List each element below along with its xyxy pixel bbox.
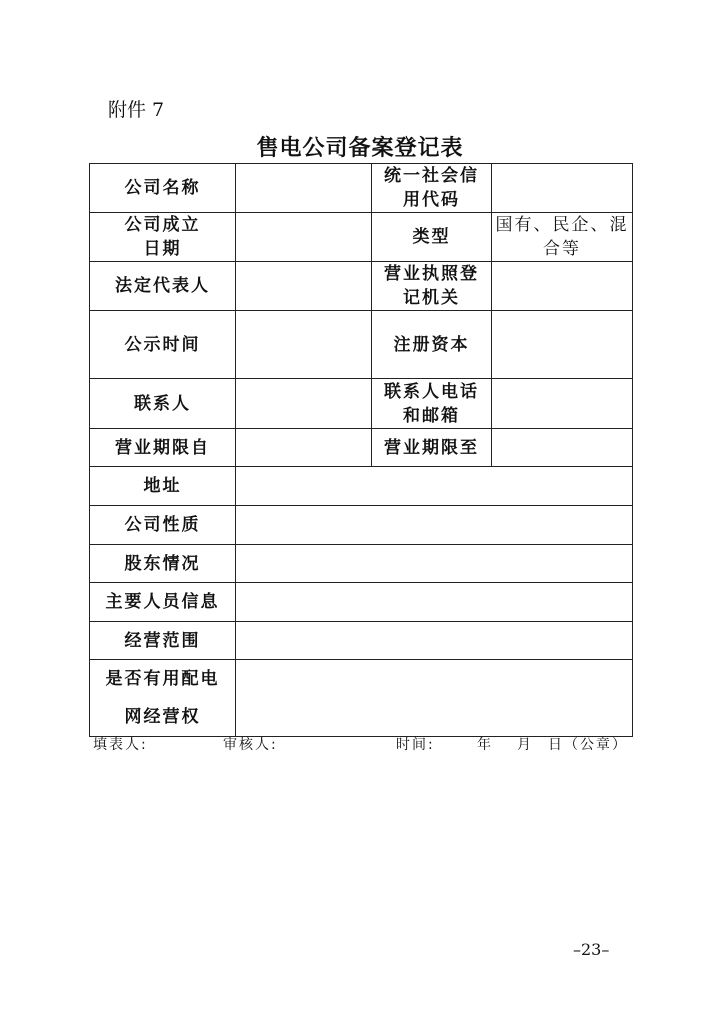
contact-phone-email-field[interactable]	[492, 379, 633, 429]
table-row	[90, 429, 633, 467]
type-field[interactable]: 国有、民企、混 合等	[492, 213, 633, 262]
shareholders-field[interactable]	[236, 545, 633, 583]
table-row	[90, 311, 633, 379]
credit-code-field[interactable]	[492, 164, 633, 213]
established-date-label: 公司成立 日期	[90, 213, 236, 262]
filler-label: 填表人:	[93, 737, 148, 753]
contact-person-field[interactable]	[236, 379, 372, 429]
type-label: 类型	[372, 213, 492, 262]
business-scope-label: 经营范围	[90, 622, 236, 660]
license-authority-label: 营业执照登 记机关	[372, 262, 492, 311]
business-scope-field[interactable]	[236, 622, 633, 660]
company-nature-field[interactable]	[236, 506, 633, 545]
table-row	[90, 467, 633, 506]
term-to-label: 营业期限至	[372, 429, 492, 467]
credit-code-label: 统一社会信 用代码	[372, 164, 492, 213]
month-label: 月	[517, 737, 533, 753]
grid-operation-right-label: 是否有用配电 网经营权	[90, 660, 236, 737]
key-personnel-label: 主要人员信息	[90, 583, 236, 622]
page-number: –23–	[573, 940, 610, 959]
contact-phone-email-label: 联系人电话 和邮箱	[372, 379, 492, 429]
term-from-field[interactable]	[236, 429, 372, 467]
table-row	[90, 262, 633, 311]
established-date-field[interactable]	[236, 213, 372, 262]
registered-capital-field[interactable]	[492, 311, 633, 379]
table-row	[90, 622, 633, 660]
signature-footer	[93, 734, 633, 754]
day-seal-label: 日（公章）	[548, 737, 628, 753]
company-nature-label: 公司性质	[90, 506, 236, 545]
company-name-label: 公司名称	[90, 164, 236, 213]
address-field[interactable]	[236, 467, 633, 506]
grid-operation-right-field[interactable]	[236, 660, 633, 737]
shareholders-label: 股东情况	[90, 545, 236, 583]
contact-person-label: 联系人	[90, 379, 236, 429]
table-row	[90, 545, 633, 583]
company-name-field[interactable]	[236, 164, 372, 213]
table-row	[90, 660, 633, 737]
term-from-label: 营业期限自	[90, 429, 236, 467]
attachment-label: 附件 7	[108, 99, 165, 121]
form-title: 售电公司备案登记表	[256, 135, 464, 161]
license-authority-field[interactable]	[492, 262, 633, 311]
publicity-time-field[interactable]	[236, 311, 372, 379]
table-row	[90, 506, 633, 545]
registered-capital-label: 注册资本	[372, 311, 492, 379]
registration-form-table	[89, 163, 633, 737]
table-row	[90, 164, 633, 213]
table-row	[90, 379, 633, 429]
table-row	[90, 213, 633, 262]
address-label: 地址	[90, 467, 236, 506]
table-row	[90, 583, 633, 622]
key-personnel-field[interactable]	[236, 583, 633, 622]
legal-representative-field[interactable]	[236, 262, 372, 311]
term-to-field[interactable]	[492, 429, 633, 467]
reviewer-label: 审核人:	[223, 737, 278, 753]
legal-representative-label: 法定代表人	[90, 262, 236, 311]
publicity-time-label: 公示时间	[90, 311, 236, 379]
year-label: 年	[477, 737, 493, 753]
time-label: 时间:	[396, 737, 435, 753]
